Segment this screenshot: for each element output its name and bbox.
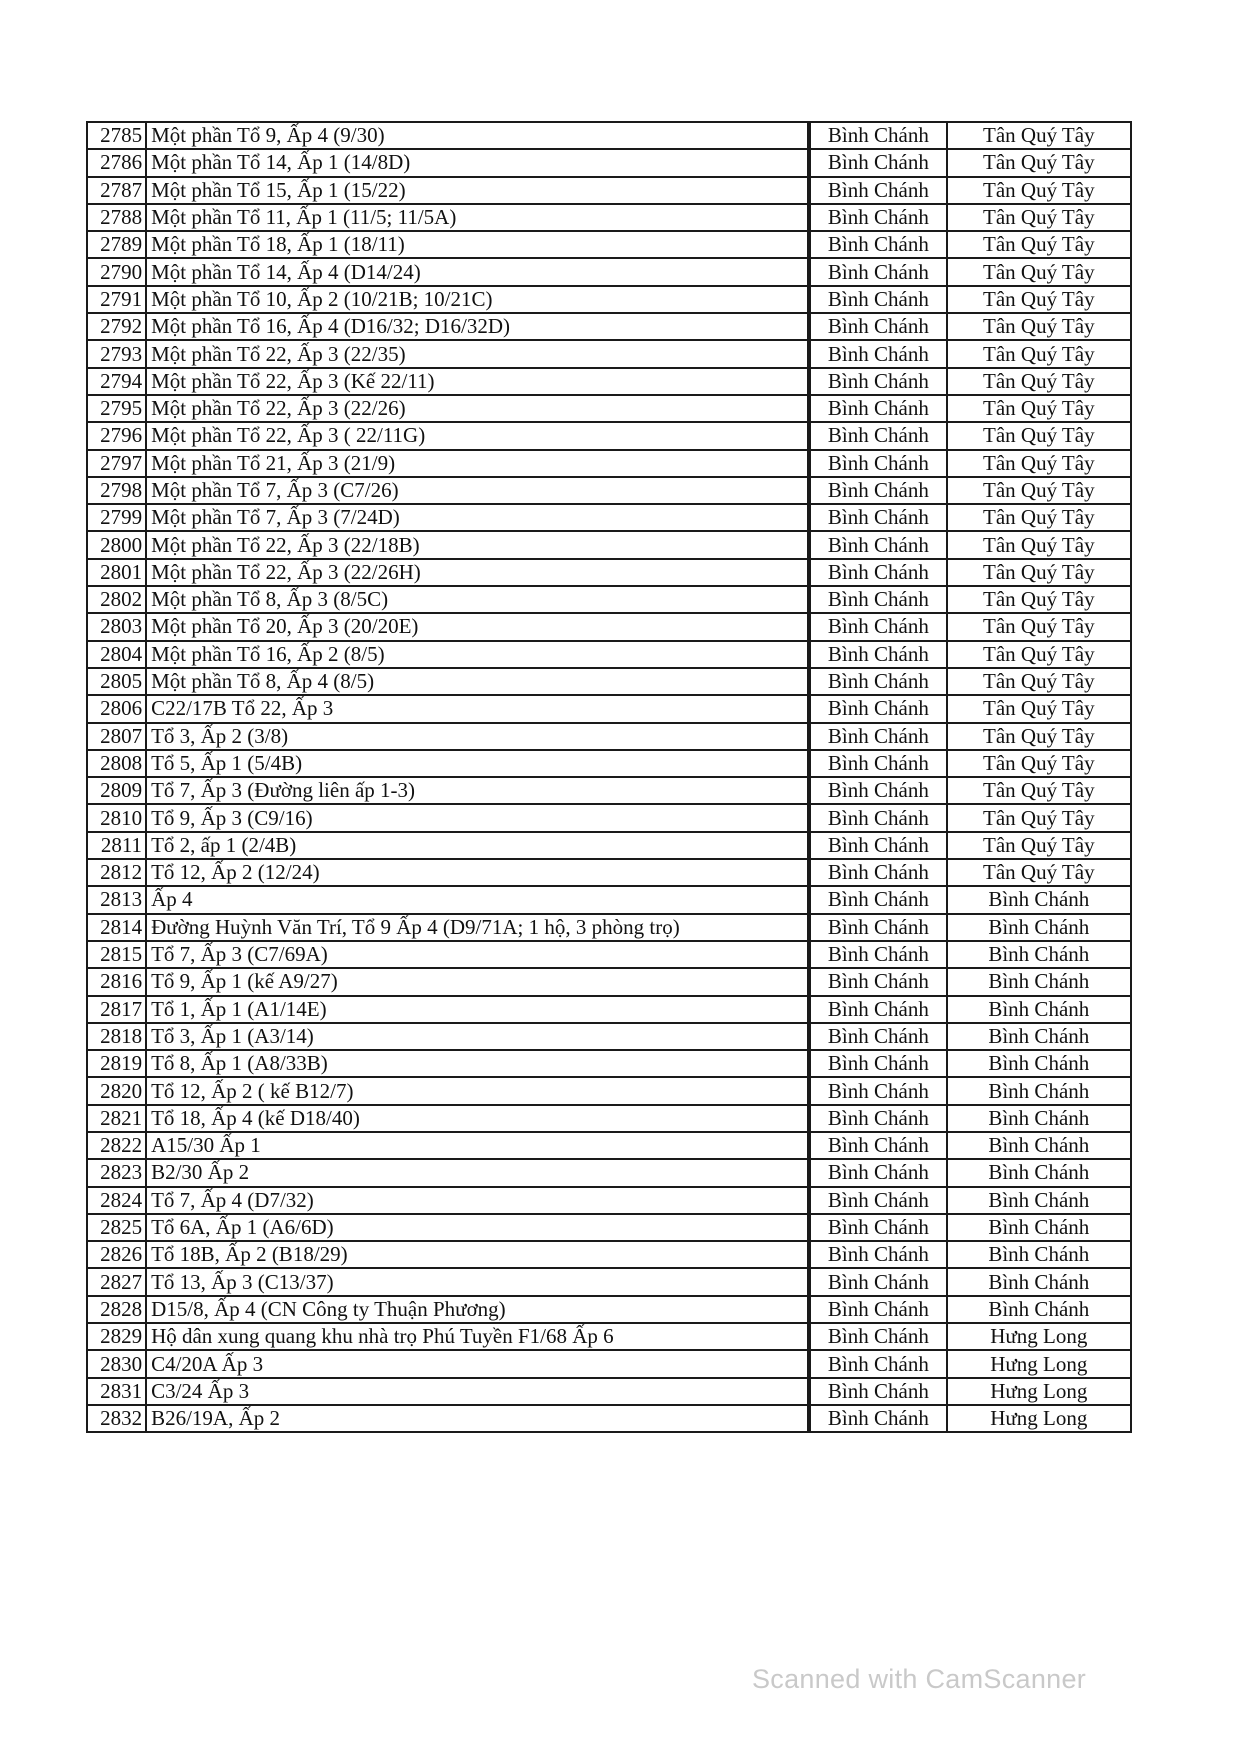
district-cell: Bình Chánh bbox=[810, 723, 946, 750]
row-number-cell: 2810 bbox=[87, 804, 146, 831]
table-row bbox=[87, 1187, 1131, 1214]
district-cell: Bình Chánh bbox=[810, 1105, 946, 1132]
address-cell: C22/17B Tổ 22, Ấp 3 bbox=[146, 695, 808, 722]
district-cell: Bình Chánh bbox=[810, 531, 946, 558]
ward-cell: Bình Chánh bbox=[947, 1296, 1131, 1323]
address-cell: Một phần Tổ 16, Ấp 4 (D16/32; D16/32D) bbox=[146, 313, 808, 340]
ward-cell: Hưng Long bbox=[947, 1350, 1131, 1377]
table-row bbox=[87, 149, 1131, 176]
ward-cell: Tân Quý Tây bbox=[947, 750, 1131, 777]
row-number-cell: 2827 bbox=[87, 1268, 146, 1295]
row-number-cell: 2793 bbox=[87, 340, 146, 367]
row-number-cell: 2794 bbox=[87, 368, 146, 395]
table-row bbox=[87, 914, 1131, 941]
ward-cell: Tân Quý Tây bbox=[947, 177, 1131, 204]
district-cell: Bình Chánh bbox=[810, 750, 946, 777]
table-row bbox=[87, 1214, 1131, 1241]
table-row bbox=[87, 832, 1131, 859]
table-row bbox=[87, 450, 1131, 477]
district-cell: Bình Chánh bbox=[810, 559, 946, 586]
address-cell: Tổ 5, Ấp 1 (5/4B) bbox=[146, 750, 808, 777]
district-cell: Bình Chánh bbox=[810, 586, 946, 613]
district-cell: Bình Chánh bbox=[810, 1132, 946, 1159]
table-row bbox=[87, 1077, 1131, 1104]
address-cell: Một phần Tổ 10, Ấp 2 (10/21B; 10/21C) bbox=[146, 286, 808, 313]
ward-cell: Tân Quý Tây bbox=[947, 395, 1131, 422]
district-cell: Bình Chánh bbox=[810, 1214, 946, 1241]
table-row bbox=[87, 368, 1131, 395]
district-cell: Bình Chánh bbox=[810, 859, 946, 886]
ward-cell: Tân Quý Tây bbox=[947, 668, 1131, 695]
table-row bbox=[87, 313, 1131, 340]
address-cell: B2/30 Ấp 2 bbox=[146, 1159, 808, 1186]
district-cell: Bình Chánh bbox=[810, 450, 946, 477]
address-cell: Đường Huỳnh Văn Trí, Tổ 9 Ấp 4 (D9/71A; 1 hộ, 3 phòng trọ) bbox=[146, 914, 808, 941]
district-cell: Bình Chánh bbox=[810, 177, 946, 204]
ward-cell: Tân Quý Tây bbox=[947, 613, 1131, 640]
district-cell: Bình Chánh bbox=[810, 804, 946, 831]
ward-cell: Bình Chánh bbox=[947, 968, 1131, 995]
address-cell: Một phần Tổ 15, Ấp 1 (15/22) bbox=[146, 177, 808, 204]
address-cell: Một phần Tổ 16, Ấp 2 (8/5) bbox=[146, 641, 808, 668]
table-row bbox=[87, 1323, 1131, 1350]
table-row bbox=[87, 231, 1131, 258]
district-cell: Bình Chánh bbox=[810, 996, 946, 1023]
district-cell: Bình Chánh bbox=[810, 340, 946, 367]
ward-cell: Tân Quý Tây bbox=[947, 477, 1131, 504]
table-row bbox=[87, 504, 1131, 531]
ward-cell: Bình Chánh bbox=[947, 1241, 1131, 1268]
row-number-cell: 2830 bbox=[87, 1350, 146, 1377]
address-cell: Một phần Tổ 22, Ấp 3 (22/35) bbox=[146, 340, 808, 367]
ward-cell: Tân Quý Tây bbox=[947, 804, 1131, 831]
district-cell: Bình Chánh bbox=[810, 641, 946, 668]
table-row bbox=[87, 258, 1131, 285]
address-cell: Một phần Tổ 22, Ấp 3 ( 22/11G) bbox=[146, 422, 808, 449]
table-row bbox=[87, 1378, 1131, 1405]
ward-cell: Bình Chánh bbox=[947, 1159, 1131, 1186]
table-row bbox=[87, 177, 1131, 204]
address-table-body bbox=[87, 122, 1131, 1432]
table-row bbox=[87, 1023, 1131, 1050]
district-cell: Bình Chánh bbox=[810, 286, 946, 313]
row-number-cell: 2802 bbox=[87, 586, 146, 613]
ward-cell: Bình Chánh bbox=[947, 941, 1131, 968]
table-row bbox=[87, 559, 1131, 586]
row-number-cell: 2824 bbox=[87, 1187, 146, 1214]
row-number-cell: 2787 bbox=[87, 177, 146, 204]
row-number-cell: 2816 bbox=[87, 968, 146, 995]
district-cell: Bình Chánh bbox=[810, 1241, 946, 1268]
table-row bbox=[87, 122, 1131, 149]
district-cell: Bình Chánh bbox=[810, 1077, 946, 1104]
ward-cell: Bình Chánh bbox=[947, 1268, 1131, 1295]
address-cell: Tổ 2, ấp 1 (2/4B) bbox=[146, 832, 808, 859]
row-number-cell: 2804 bbox=[87, 641, 146, 668]
address-cell: B26/19A, Ấp 2 bbox=[146, 1405, 808, 1432]
row-number-cell: 2818 bbox=[87, 1023, 146, 1050]
row-number-cell: 2803 bbox=[87, 613, 146, 640]
address-cell: Một phần Tổ 7, Ấp 3 (C7/26) bbox=[146, 477, 808, 504]
ward-cell: Tân Quý Tây bbox=[947, 723, 1131, 750]
address-cell: D15/8, Ấp 4 (CN Công ty Thuận Phương) bbox=[146, 1296, 808, 1323]
district-cell: Bình Chánh bbox=[810, 668, 946, 695]
table-row bbox=[87, 477, 1131, 504]
district-cell: Bình Chánh bbox=[810, 204, 946, 231]
row-number-cell: 2792 bbox=[87, 313, 146, 340]
district-cell: Bình Chánh bbox=[810, 886, 946, 913]
address-cell: Một phần Tổ 14, Ấp 4 (D14/24) bbox=[146, 258, 808, 285]
ward-cell: Tân Quý Tây bbox=[947, 559, 1131, 586]
address-cell: Một phần Tổ 22, Ấp 3 (22/18B) bbox=[146, 531, 808, 558]
ward-cell: Bình Chánh bbox=[947, 1187, 1131, 1214]
row-number-cell: 2789 bbox=[87, 231, 146, 258]
table-row bbox=[87, 668, 1131, 695]
row-number-cell: 2819 bbox=[87, 1050, 146, 1077]
ward-cell: Tân Quý Tây bbox=[947, 641, 1131, 668]
district-cell: Bình Chánh bbox=[810, 777, 946, 804]
row-number-cell: 2801 bbox=[87, 559, 146, 586]
ward-cell: Bình Chánh bbox=[947, 886, 1131, 913]
district-cell: Bình Chánh bbox=[810, 477, 946, 504]
address-cell: Một phần Tổ 20, Ấp 3 (20/20E) bbox=[146, 613, 808, 640]
district-cell: Bình Chánh bbox=[810, 1159, 946, 1186]
address-cell: A15/30 Ấp 1 bbox=[146, 1132, 808, 1159]
ward-cell: Tân Quý Tây bbox=[947, 122, 1131, 149]
address-cell: Tổ 1, Ấp 1 (A1/14E) bbox=[146, 996, 808, 1023]
ward-cell: Tân Quý Tây bbox=[947, 695, 1131, 722]
table-row bbox=[87, 422, 1131, 449]
district-cell: Bình Chánh bbox=[810, 695, 946, 722]
address-cell: C3/24 Ấp 3 bbox=[146, 1378, 808, 1405]
district-cell: Bình Chánh bbox=[810, 313, 946, 340]
table-row bbox=[87, 996, 1131, 1023]
row-number-cell: 2832 bbox=[87, 1405, 146, 1432]
address-cell: Một phần Tổ 7, Ấp 3 (7/24D) bbox=[146, 504, 808, 531]
district-cell: Bình Chánh bbox=[810, 149, 946, 176]
address-cell: Tổ 9, Ấp 3 (C9/16) bbox=[146, 804, 808, 831]
ward-cell: Tân Quý Tây bbox=[947, 859, 1131, 886]
address-cell: Tổ 6A, Ấp 1 (A6/6D) bbox=[146, 1214, 808, 1241]
table-row bbox=[87, 1405, 1131, 1432]
row-number-cell: 2813 bbox=[87, 886, 146, 913]
ward-cell: Hưng Long bbox=[947, 1378, 1131, 1405]
address-cell: Ấp 4 bbox=[146, 886, 808, 913]
row-number-cell: 2826 bbox=[87, 1241, 146, 1268]
ward-cell: Bình Chánh bbox=[947, 1023, 1131, 1050]
table-row bbox=[87, 1268, 1131, 1295]
district-cell: Bình Chánh bbox=[810, 231, 946, 258]
ward-cell: Tân Quý Tây bbox=[947, 504, 1131, 531]
address-cell: Tổ 8, Ấp 1 (A8/33B) bbox=[146, 1050, 808, 1077]
address-cell: Tổ 12, Ấp 2 ( kế B12/7) bbox=[146, 1077, 808, 1104]
row-number-cell: 2805 bbox=[87, 668, 146, 695]
district-cell: Bình Chánh bbox=[810, 832, 946, 859]
district-cell: Bình Chánh bbox=[810, 504, 946, 531]
table-row bbox=[87, 613, 1131, 640]
ward-cell: Bình Chánh bbox=[947, 1050, 1131, 1077]
district-cell: Bình Chánh bbox=[810, 1050, 946, 1077]
address-cell: Tổ 13, Ấp 3 (C13/37) bbox=[146, 1268, 808, 1295]
address-cell: Hộ dân xung quang khu nhà trọ Phú Tuyền F1/68 Ấp 6 bbox=[146, 1323, 808, 1350]
row-number-cell: 2796 bbox=[87, 422, 146, 449]
row-number-cell: 2821 bbox=[87, 1105, 146, 1132]
ward-cell: Tân Quý Tây bbox=[947, 586, 1131, 613]
ward-cell: Tân Quý Tây bbox=[947, 340, 1131, 367]
camscanner-watermark: Scanned with CamScanner bbox=[752, 1664, 1087, 1694]
ward-cell: Bình Chánh bbox=[947, 914, 1131, 941]
district-cell: Bình Chánh bbox=[810, 1378, 946, 1405]
address-cell: Tổ 3, Ấp 1 (A3/14) bbox=[146, 1023, 808, 1050]
row-number-cell: 2831 bbox=[87, 1378, 146, 1405]
table-row bbox=[87, 886, 1131, 913]
district-cell: Bình Chánh bbox=[810, 122, 946, 149]
row-number-cell: 2785 bbox=[87, 122, 146, 149]
address-cell: Một phần Tổ 11, Ấp 1 (11/5; 11/5A) bbox=[146, 204, 808, 231]
table-row bbox=[87, 586, 1131, 613]
ward-cell: Tân Quý Tây bbox=[947, 258, 1131, 285]
row-number-cell: 2790 bbox=[87, 258, 146, 285]
table-row bbox=[87, 723, 1131, 750]
table-row bbox=[87, 531, 1131, 558]
table-row bbox=[87, 1050, 1131, 1077]
district-cell: Bình Chánh bbox=[810, 968, 946, 995]
row-number-cell: 2817 bbox=[87, 996, 146, 1023]
address-cell: Một phần Tổ 8, Ấp 3 (8/5C) bbox=[146, 586, 808, 613]
address-cell: Tổ 7, Ấp 3 (C7/69A) bbox=[146, 941, 808, 968]
address-cell: Tổ 7, Ấp 4 (D7/32) bbox=[146, 1187, 808, 1214]
row-number-cell: 2809 bbox=[87, 777, 146, 804]
table-row bbox=[87, 641, 1131, 668]
table-row bbox=[87, 395, 1131, 422]
ward-cell: Tân Quý Tây bbox=[947, 368, 1131, 395]
district-cell: Bình Chánh bbox=[810, 1268, 946, 1295]
address-cell: Một phần Tổ 22, Ấp 3 (Kế 22/11) bbox=[146, 368, 808, 395]
table-row bbox=[87, 968, 1131, 995]
table-row bbox=[87, 750, 1131, 777]
row-number-cell: 2812 bbox=[87, 859, 146, 886]
row-number-cell: 2822 bbox=[87, 1132, 146, 1159]
district-cell: Bình Chánh bbox=[810, 395, 946, 422]
address-cell: Tổ 18B, Ấp 2 (B18/29) bbox=[146, 1241, 808, 1268]
district-cell: Bình Chánh bbox=[810, 1187, 946, 1214]
row-number-cell: 2791 bbox=[87, 286, 146, 313]
address-cell: Một phần Tổ 8, Ấp 4 (8/5) bbox=[146, 668, 808, 695]
row-number-cell: 2823 bbox=[87, 1159, 146, 1186]
district-cell: Bình Chánh bbox=[810, 1405, 946, 1432]
table-row bbox=[87, 1105, 1131, 1132]
district-cell: Bình Chánh bbox=[810, 1296, 946, 1323]
ward-cell: Tân Quý Tây bbox=[947, 231, 1131, 258]
ward-cell: Tân Quý Tây bbox=[947, 450, 1131, 477]
ward-cell: Tân Quý Tây bbox=[947, 777, 1131, 804]
ward-cell: Bình Chánh bbox=[947, 1105, 1131, 1132]
table-row bbox=[87, 1350, 1131, 1377]
row-number-cell: 2811 bbox=[87, 832, 146, 859]
address-cell: Tổ 9, Ấp 1 (kế A9/27) bbox=[146, 968, 808, 995]
table-row bbox=[87, 204, 1131, 231]
ward-cell: Tân Quý Tây bbox=[947, 204, 1131, 231]
district-cell: Bình Chánh bbox=[810, 1023, 946, 1050]
ward-cell: Bình Chánh bbox=[947, 1214, 1131, 1241]
address-cell: Một phần Tổ 14, Ấp 1 (14/8D) bbox=[146, 149, 808, 176]
table-row bbox=[87, 859, 1131, 886]
ward-cell: Tân Quý Tây bbox=[947, 832, 1131, 859]
row-number-cell: 2799 bbox=[87, 504, 146, 531]
table-row bbox=[87, 1132, 1131, 1159]
table-row bbox=[87, 1241, 1131, 1268]
table-row bbox=[87, 777, 1131, 804]
row-number-cell: 2815 bbox=[87, 941, 146, 968]
address-cell: Một phần Tổ 9, Ấp 4 (9/30) bbox=[146, 122, 808, 149]
row-number-cell: 2808 bbox=[87, 750, 146, 777]
row-number-cell: 2786 bbox=[87, 149, 146, 176]
district-cell: Bình Chánh bbox=[810, 258, 946, 285]
row-number-cell: 2807 bbox=[87, 723, 146, 750]
table-row bbox=[87, 941, 1131, 968]
ward-cell: Bình Chánh bbox=[947, 1077, 1131, 1104]
row-number-cell: 2820 bbox=[87, 1077, 146, 1104]
row-number-cell: 2800 bbox=[87, 531, 146, 558]
ward-cell: Hưng Long bbox=[947, 1405, 1131, 1432]
table-row bbox=[87, 340, 1131, 367]
district-cell: Bình Chánh bbox=[810, 1323, 946, 1350]
row-number-cell: 2825 bbox=[87, 1214, 146, 1241]
row-number-cell: 2797 bbox=[87, 450, 146, 477]
ward-cell: Tân Quý Tây bbox=[947, 286, 1131, 313]
table-row bbox=[87, 695, 1131, 722]
district-cell: Bình Chánh bbox=[810, 941, 946, 968]
table-row bbox=[87, 286, 1131, 313]
address-cell: Một phần Tổ 21, Ấp 3 (21/9) bbox=[146, 450, 808, 477]
address-cell: Một phần Tổ 18, Ấp 1 (18/11) bbox=[146, 231, 808, 258]
table-row bbox=[87, 1296, 1131, 1323]
address-cell: Một phần Tổ 22, Ấp 3 (22/26H) bbox=[146, 559, 808, 586]
ward-cell: Bình Chánh bbox=[947, 996, 1131, 1023]
row-number-cell: 2788 bbox=[87, 204, 146, 231]
ward-cell: Bình Chánh bbox=[947, 1132, 1131, 1159]
ward-cell: Tân Quý Tây bbox=[947, 422, 1131, 449]
address-cell: C4/20A Ấp 3 bbox=[146, 1350, 808, 1377]
address-cell: Tổ 18, Ấp 4 (kế D18/40) bbox=[146, 1105, 808, 1132]
address-cell: Tổ 7, Ấp 3 (Đường liên ấp 1-3) bbox=[146, 777, 808, 804]
address-cell: Tổ 3, Ấp 2 (3/8) bbox=[146, 723, 808, 750]
ward-cell: Hưng Long bbox=[947, 1323, 1131, 1350]
address-cell: Tổ 12, Ấp 2 (12/24) bbox=[146, 859, 808, 886]
row-number-cell: 2814 bbox=[87, 914, 146, 941]
row-number-cell: 2795 bbox=[87, 395, 146, 422]
district-cell: Bình Chánh bbox=[810, 368, 946, 395]
row-number-cell: 2798 bbox=[87, 477, 146, 504]
address-cell: Một phần Tổ 22, Ấp 3 (22/26) bbox=[146, 395, 808, 422]
ward-cell: Tân Quý Tây bbox=[947, 531, 1131, 558]
row-number-cell: 2828 bbox=[87, 1296, 146, 1323]
table-row bbox=[87, 804, 1131, 831]
district-cell: Bình Chánh bbox=[810, 422, 946, 449]
ward-cell: Tân Quý Tây bbox=[947, 313, 1131, 340]
ward-cell: Tân Quý Tây bbox=[947, 149, 1131, 176]
district-cell: Bình Chánh bbox=[810, 613, 946, 640]
row-number-cell: 2806 bbox=[87, 695, 146, 722]
district-cell: Bình Chánh bbox=[810, 1350, 946, 1377]
address-table bbox=[86, 121, 1132, 1433]
district-cell: Bình Chánh bbox=[810, 914, 946, 941]
row-number-cell: 2829 bbox=[87, 1323, 146, 1350]
table-row bbox=[87, 1159, 1131, 1186]
